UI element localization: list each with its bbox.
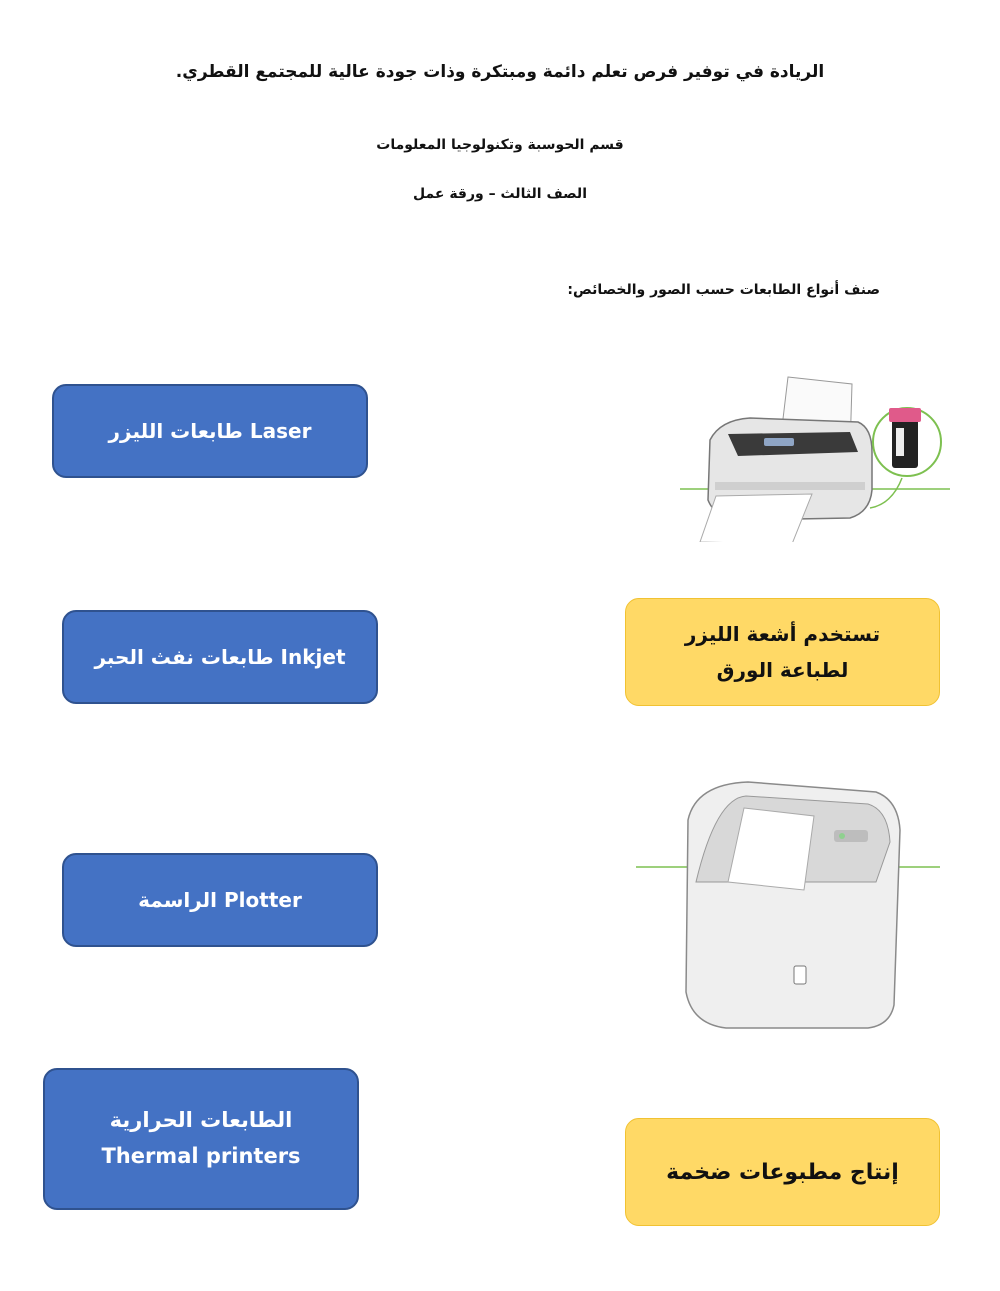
category-laser-label: طابعات الليزر Laser: [108, 419, 312, 443]
inkjet-printer-image[interactable]: [680, 372, 950, 542]
card-laser-description[interactable]: [625, 598, 940, 706]
card-laser-description-text: تستخدم أشعة الليزر لطباعة الورق: [684, 622, 881, 682]
card-large-output[interactable]: [625, 1118, 940, 1226]
category-thermal-label-ar: الطابعات الحرارية: [109, 1108, 293, 1133]
category-inkjet-label: طابعات نفث الحبر Inkjet: [94, 645, 346, 669]
header-line-2: قسم الحوسبة وتكنولوجيا المعلومات: [376, 137, 624, 153]
category-thermal[interactable]: [43, 1068, 359, 1210]
category-plotter[interactable]: [62, 853, 378, 947]
card-large-output-text: إنتاج مطبوعات ضخمة: [666, 1159, 899, 1185]
category-laser[interactable]: [52, 384, 368, 478]
category-thermal-label-en: Thermal printers: [101, 1144, 301, 1168]
header-line-1: الريادة في توفير فرص تعلم دائمة ومبتكرة وذات جودة عالية للمجتمع القطري.: [175, 62, 825, 82]
category-plotter-label: الراسمة Plotter: [138, 888, 302, 912]
instruction-text: صنف أنواع الطابعات حسب الصور والخصائص:: [567, 282, 880, 298]
header-line-3: الصف الثالث – ورقة عمل: [413, 186, 587, 202]
thermal-printer-image[interactable]: [636, 770, 940, 1030]
category-inkjet[interactable]: [62, 610, 378, 704]
